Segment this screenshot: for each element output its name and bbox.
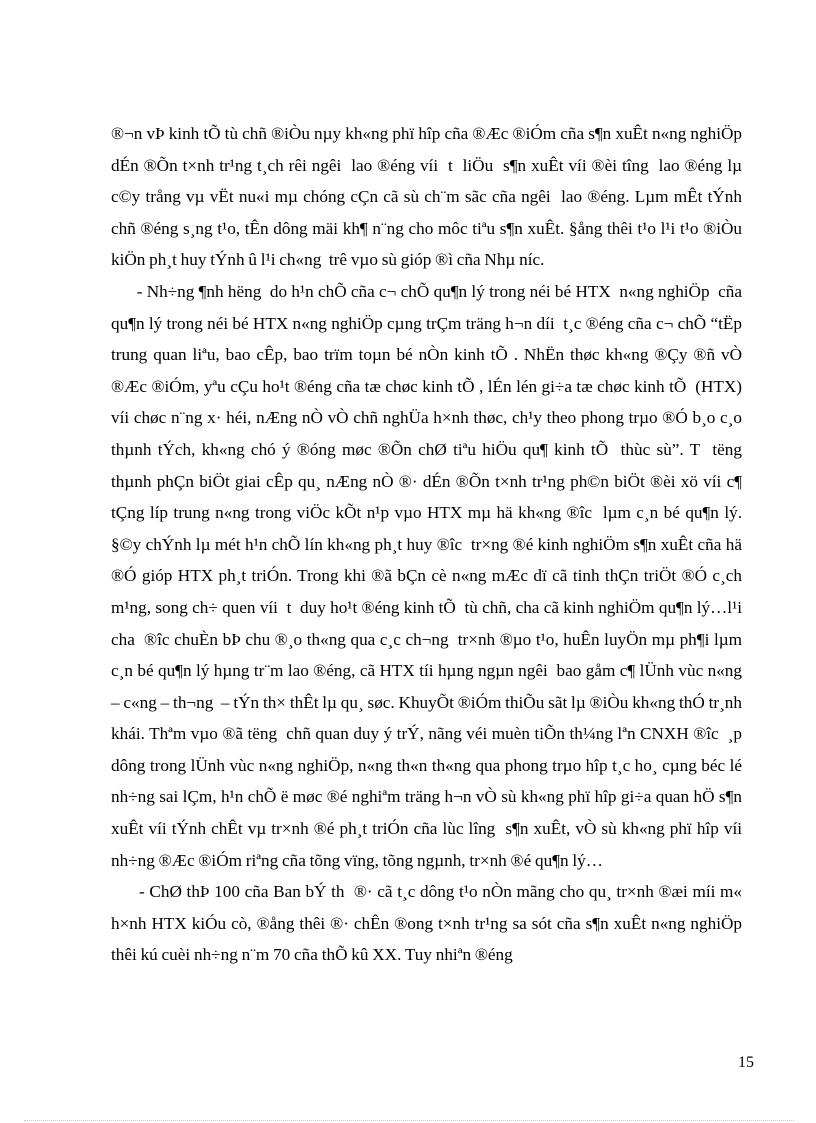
footer-divider — [24, 1120, 794, 1121]
page-number: 15 — [738, 1054, 754, 1071]
body-text: ®¬n vÞ kinh tÕ tù chñ ®iÒu nµy kh«ng phï hîp cña ®Æc ®iÓm cña s¶n xuÊt n«ng nghiÖp dÉn ®Õn t×nh tr¹ng t¸ch rêi ngêi lao ®éng víi t liÖu s¶n xuÊt víi ®èi tîng lao ®éng lµ c©y trång vµ vËt nu«i mµ chóng cÇn cã sù ch¨m sãc cña ngêi lao ®éng. Lµm mÊt tÝnh chñ ®éng s¸ng t¹o, tÊn dông mäi kh¶ n¨ng cho môc tiªu s¶n xuÊt. §ång thêi t¹o l¹i t¹o ®iÒu kiÖn ph¸t huy tÝnh û l¹i ch«ng trê vµo sù gióp ®ì cña Nhµ níc. - Nh÷ng ¶nh hëng do h¹n chÕ cña c¬ chÕ qu¶n lý trong néi bé HTX n«ng nghiÖp cña qu¶n lý trong néi bé HTX n«ng nghiÖp cµng trÇm träng h¬n díi t¸c ®éng cña c¬ chÕ “tËp trung quan liªu, bao cÊp, bao trïm toµn bé nÒn kinh tÕ . NhËn thøc kh«ng ®Çy ®ñ vÒ ®Æc ®iÓm, yªu cÇu ho¹t ®éng cña tæ chøc kinh tÕ , lÉn lén gi÷a tæ chøc kinh tÕ (HTX) víi chøc n¨ng x· héi, nÆng nÒ vÒ chñ nghÜa h×nh thøc, ch¹y theo phong trµo ®Ó b¸o c¸o thµnh tÝch, kh«ng chó ý ®óng møc ®Õn chØ tiªu hiÖu qu¶ kinh tÕ thùc sù”. T tëng thµnh phÇn biÖt giai cÊp qu¸ nÆng nÒ ®· dÉn ®Õn t×nh tr¹ng ph©n biÖt ®èi xö víi c¶ tÇng líp trung n«ng trong viÖc kÕt n¹p vµo HTX mµ hä kh«ng ®îc lµm c¸n bé qu¶n lý. §©y chÝnh lµ mét h¹n chÕ lín kh«ng ph¸t huy ®îc tr×ng ®é kinh nghiÖm s¶n xuÊt cña hä ®Ó gióp HTX ph¸t triÓn. Trong khi ®ã bÇn cè n«ng mÆc dï cã tinh thÇn triÖt ®Ó c¸ch m¹ng, song ch÷ quen víi t duy ho¹t ®éng kinh tÕ tù chñ, cha cã kinh nghiÖm qu¶n lý…l¹i cha ®îc chuÈn bÞ chu ®¸o th«ng qua c¸c ch¬ng tr×nh ®µo t¹o, huÊn luyÖn mµ ph¶i lµm c¸n bé qu¶n lý hµng tr¨m lao ®éng, cã HTX tíi hµng ngµn ngêi bao gåm c¶ lÜnh vùc n«ng – c«ng – th¬ng – tÝn th× thÊt lµ qu¸ søc. KhuyÕt ®iÓm thiÕu sãt lµ ®iÒu kh«ng thÓ tr¸nh khái. Thªm vµo ®ã tëng chñ quan duy ý trÝ, nãng véi muèn tiÕn th¼ng lªn CNXH ®îc ¸p dông trong lÜnh vùc n«ng nghiÖp, n«ng th«n th«ng qua phong trµo hîp t¸c ho¸ cµng béc lé nh÷ng sai lÇm, h¹n chÕ ë møc ®é nghiªm träng h¬n vÒ sù kh«ng phï hîp gi÷a quan hÖ s¶n xuÊt víi tÝnh chÊt vµ tr×nh ®é ph¸t triÓn cña lùc lîng s¶n xuÊt, vÒ sù kh«ng phï hîp víi nh÷ng ®Æc ®iÓm riªng cña tõng vïng, tõng ngµnh, tr×nh ®é qu¶n lý… - ChØ thÞ 100 cña Ban bÝ th ®· cã t¸c dông t¹o nÒn mãng cho qu¸ tr×nh ®æi míi m« h×nh HTX kiÓu cò, ®ång thêi ®· chÊn ®ong t×nh tr¹ng sa sót cña s¶n xuÊt n«ng nghiÖp thêi kú cuèi nh÷ng n¨m 70 cña thÕ kû XX. Tuy nhiªn ®éng — [111, 124, 743, 965]
